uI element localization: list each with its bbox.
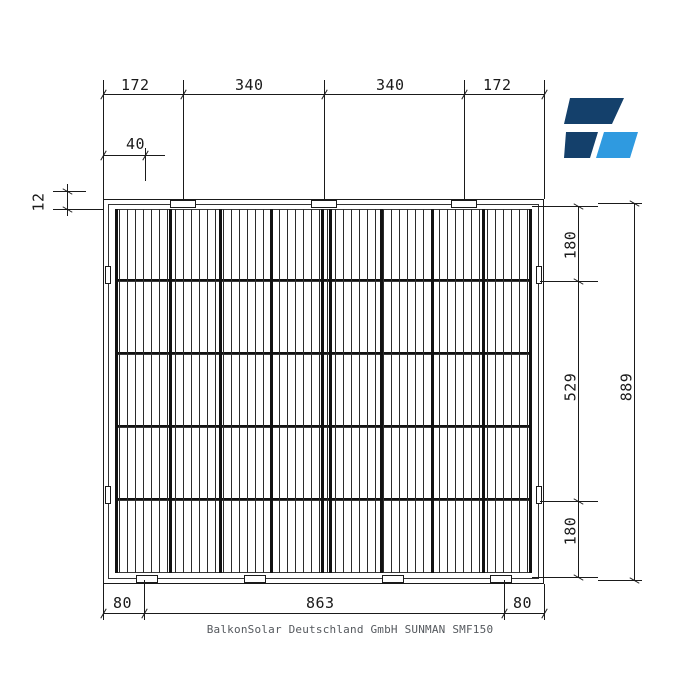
dim-right-180-top: 180 [561,230,580,260]
dim-bottom-80-left: 80 [113,594,133,612]
dim-line-12-vert [67,184,68,216]
dim-stub-top-1 [103,86,104,102]
mount-tab-top-right [451,200,477,208]
mount-tab-top-left [170,200,196,208]
ext-line-right-4 [532,577,598,578]
mount-tab-bottom-2 [244,575,266,583]
mount-tab-bottom-1 [136,575,158,583]
dim-stub-top-2 [183,86,184,102]
dim-line-bottom-left [103,613,144,614]
dim-top-340-left: 340 [235,76,264,94]
dim-stub-top-3 [324,86,325,102]
mount-tab-left-bottom [105,486,111,504]
dim-bottom-863: 863 [306,594,335,612]
dim-top-172-right: 172 [483,76,512,94]
dim-top-172-left: 172 [121,76,150,94]
dim-bottom-80-right: 80 [513,594,533,612]
mount-tab-top-center [311,200,337,208]
dim-top-40: 40 [126,135,146,153]
balkonsolar-logo [564,96,638,166]
mount-tab-bottom-4 [490,575,512,583]
mount-tab-left-top [105,266,111,284]
dim-right-529: 529 [561,372,580,402]
panel-cell-area [115,209,532,573]
dim-stub-top-4 [464,86,465,102]
dim-line-bottom-right [504,613,544,614]
dim-right-180-bottom: 180 [561,516,580,546]
dim-line-40 [103,155,165,156]
dim-line-bottom-center [144,613,504,614]
ext-line-right-1 [532,206,598,207]
mount-tab-bottom-3 [382,575,404,583]
ext-line-right-2 [540,281,598,282]
dim-left-12: 12 [29,192,48,212]
dim-stub-top-5 [544,86,545,102]
drawing-caption: BalkonSolar Deutschland GmbH SUNMAN SMF150 [206,623,494,636]
ext-line-right-3 [540,501,598,502]
dim-stub-40-left [103,147,104,163]
dim-top-340-right: 340 [376,76,405,94]
logo-svg [564,96,638,166]
dim-right-889: 889 [617,372,636,402]
